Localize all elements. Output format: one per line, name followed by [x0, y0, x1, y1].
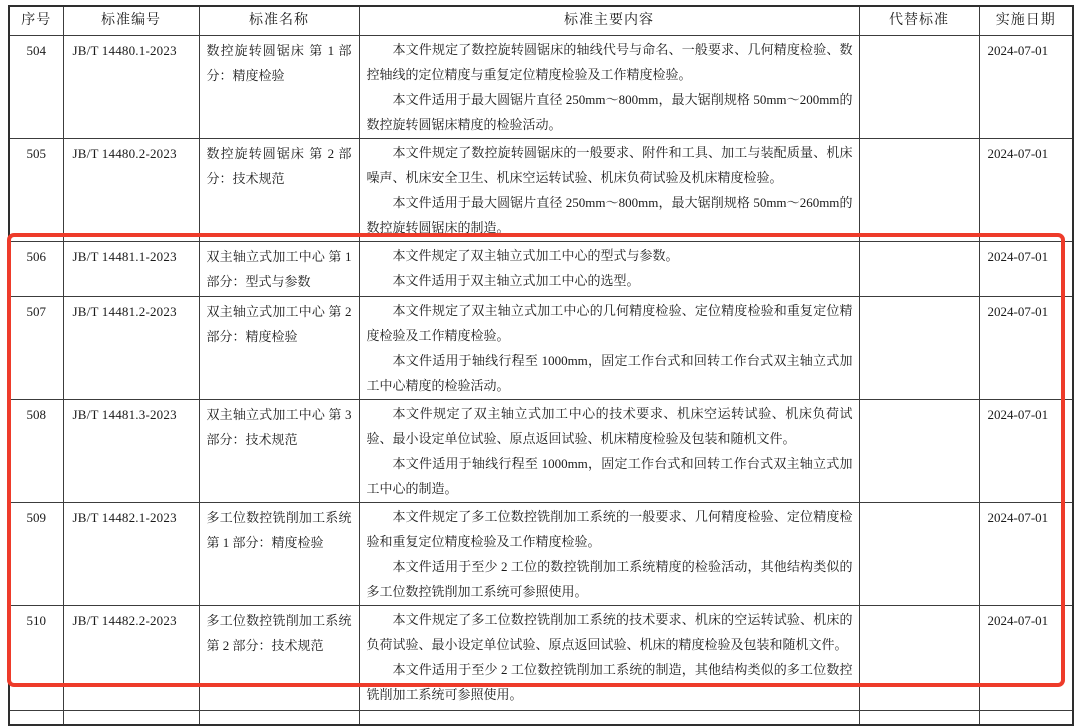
cell-main-content [359, 606, 859, 711]
header-standard-code: 标准编号 [63, 6, 199, 36]
cell-standard-name: 双主轴立式加工中心 第 2 部分：精度检验 [199, 297, 359, 400]
cell-standard-code: JB/T 14481.2-2023 [63, 297, 199, 400]
cell-serial-number: 505 [9, 139, 63, 242]
standards-table [8, 5, 1074, 726]
content-paragraph: 本文件规定了数控旋转圆锯床的轴线代号与命名、一般要求、几何精度检验、数控轴线的定位精度与重复定位精度检验及工作精度检验。 [366, 42, 853, 82]
cell-implementation-date: 2024-07-01 [979, 503, 1073, 606]
cell-implementation-date: 2024-07-01 [979, 400, 1073, 503]
cell-replaced-standard [859, 711, 979, 725]
content-paragraph: 本文件规定了双主轴立式加工中心的技术要求、机床空运转试验、机床负荷试验、最小设定单位试验、原点返回试验、机床精度检验及包装和随机文件。 [366, 406, 853, 446]
content-paragraph: 本文件适用于双主轴立式加工中心的选型。 [392, 273, 640, 288]
content-paragraph: 本文件适用于至少 2 工位数控铣削加工系统的制造，其他结构类似的多工位数控铣削加工系统可参照使用。 [366, 662, 853, 702]
cell-main-content [359, 36, 859, 139]
cell-standard-name: 双主轴立式加工中心 第 1 部分：型式与参数 [199, 242, 359, 297]
cell-replaced-standard [859, 36, 979, 139]
cell-replaced-standard [859, 297, 979, 400]
content-paragraph: 本文件适用于至少 2 工位的数控铣削加工系统精度的检验活动，其他结构类似的多工位数控铣削加工系统可参照使用。 [366, 559, 853, 599]
cell-main-content [359, 711, 859, 725]
header-main-content: 标准主要内容 [359, 6, 859, 36]
table-header [9, 6, 1073, 36]
cell-main-content [359, 242, 859, 297]
cell-standard-name: 数控旋转圆锯床 第 2 部分：技术规范 [199, 139, 359, 242]
cell-main-content [359, 503, 859, 606]
cell-standard-code [63, 711, 199, 725]
table-row [9, 139, 1073, 242]
cell-implementation-date: 2024-07-01 [979, 36, 1073, 139]
cell-replaced-standard [859, 400, 979, 503]
cell-replaced-standard [859, 606, 979, 711]
content-paragraph: 本文件适用于轴线行程至 1000mm，固定工作台式和回转工作台式双主轴立式加工中心精度的检验活动。 [366, 353, 853, 393]
content-paragraph: 本文件适用于最大圆锯片直径 250mm～800mm，最大锯削规格 50mm～200mm的数控旋转圆锯床精度的检验活动。 [366, 92, 853, 132]
cell-standard-code: JB/T 14481.3-2023 [63, 400, 199, 503]
cell-implementation-date: 2024-07-01 [979, 242, 1073, 297]
cell-replaced-standard [859, 503, 979, 606]
cell-standard-name: 多工位数控铣削加工系统 第 1 部分：精度检验 [199, 503, 359, 606]
cell-main-content [359, 297, 859, 400]
cell-standard-name: 多工位数控铣削加工系统 第 2 部分：技术规范 [199, 606, 359, 711]
header-implementation-date: 实施日期 [979, 6, 1073, 36]
content-paragraph: 本文件规定了数控旋转圆锯床的一般要求、附件和工具、加工与装配质量、机床噪声、机床安全卫生、机床空运转试验、机床负荷试验及机床精度检验。 [366, 145, 853, 185]
partial-row [9, 711, 1073, 725]
cell-serial-number [9, 711, 63, 725]
cell-main-content [359, 400, 859, 503]
header-serial-number: 序号 [9, 6, 63, 36]
content-paragraph: 本文件适用于最大圆锯片直径 250mm～800mm，最大锯削规格 50mm～260mm的数控旋转圆锯床的制造。 [366, 195, 853, 235]
table-row [9, 606, 1073, 711]
table-row [9, 503, 1073, 606]
header-row [9, 6, 1073, 36]
cell-standard-code: JB/T 14480.2-2023 [63, 139, 199, 242]
header-replaced-standard: 代替标准 [859, 6, 979, 36]
cell-standard-code: JB/T 14481.1-2023 [63, 242, 199, 297]
cell-standard-name: 双主轴立式加工中心 第 3 部分：技术规范 [199, 400, 359, 503]
cell-serial-number: 509 [9, 503, 63, 606]
cell-replaced-standard [859, 139, 979, 242]
cell-serial-number: 506 [9, 242, 63, 297]
table-body [9, 36, 1073, 725]
content-paragraph: 本文件规定了多工位数控铣削加工系统的一般要求、几何精度检验、定位精度检验和重复定位精度检验及工作精度检验。 [366, 509, 853, 549]
table-row [9, 297, 1073, 400]
content-paragraph: 本文件适用于轴线行程至 1000mm，固定工作台式和回转工作台式双主轴立式加工中心的制造。 [366, 456, 853, 496]
table-row [9, 36, 1073, 139]
cell-standard-code: JB/T 14482.1-2023 [63, 503, 199, 606]
content-paragraph: 本文件规定了多工位数控铣削加工系统的技术要求、机床的空运转试验、机床的负荷试验、最小设定单位试验、原点返回试验、机床的精度检验及包装和随机文件。 [366, 612, 853, 652]
cell-implementation-date [979, 711, 1073, 725]
content-paragraph: 本文件规定了双主轴立式加工中心的型式与参数。 [392, 248, 679, 263]
cell-serial-number: 507 [9, 297, 63, 400]
cell-implementation-date: 2024-07-01 [979, 139, 1073, 242]
table-row [9, 242, 1073, 297]
cell-replaced-standard [859, 242, 979, 297]
table-row [9, 400, 1073, 503]
cell-serial-number: 504 [9, 36, 63, 139]
header-standard-name: 标准名称 [199, 6, 359, 36]
cell-main-content [359, 139, 859, 242]
cell-implementation-date: 2024-07-01 [979, 606, 1073, 711]
cell-serial-number: 508 [9, 400, 63, 503]
cell-implementation-date: 2024-07-01 [979, 297, 1073, 400]
cell-standard-code: JB/T 14480.1-2023 [63, 36, 199, 139]
content-paragraph: 本文件规定了双主轴立式加工中心的几何精度检验、定位精度检验和重复定位精度检验及工作精度检验。 [366, 303, 853, 343]
cell-serial-number: 510 [9, 606, 63, 711]
cell-standard-name: 数控旋转圆锯床 第 1 部分：精度检验 [199, 36, 359, 139]
cell-standard-code: JB/T 14482.2-2023 [63, 606, 199, 711]
cell-standard-name [199, 711, 359, 725]
